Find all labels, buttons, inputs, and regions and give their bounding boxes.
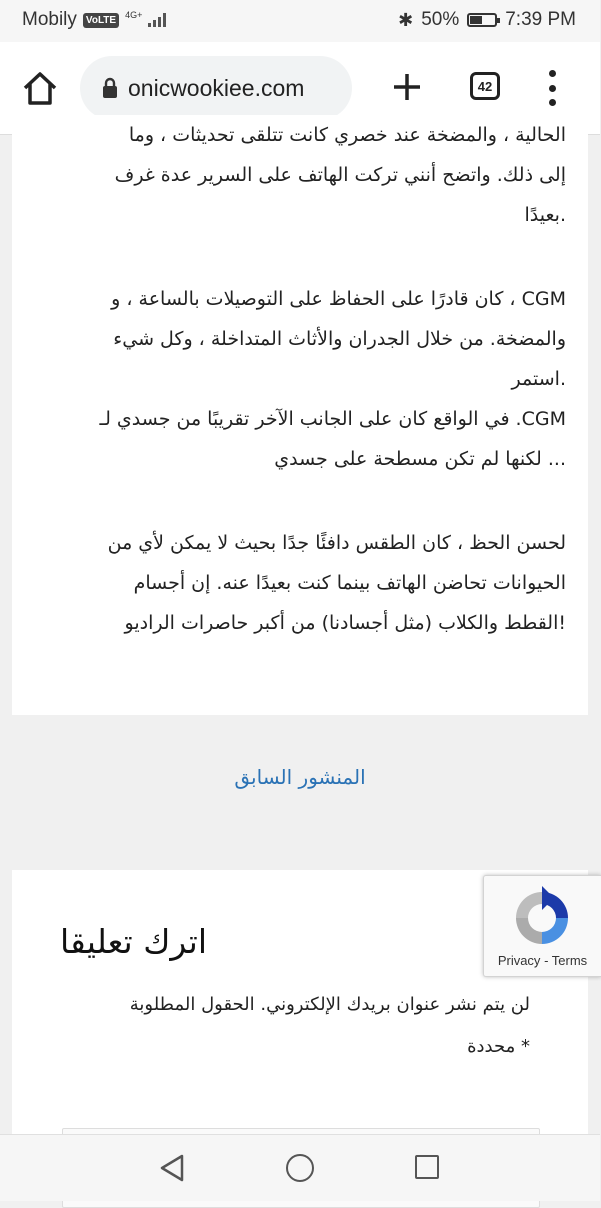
back-icon[interactable]	[158, 1153, 186, 1183]
page-content	[0, 124, 600, 1135]
paragraph	[34, 523, 566, 643]
status-left	[22, 9, 166, 31]
line: الحالية ، والمضخة عند خصري كانت تتلقى تحديثات ، وما	[128, 124, 566, 146]
terms-link[interactable]: Terms	[551, 953, 588, 968]
network-type: 4G+	[125, 10, 143, 20]
recaptcha-links	[484, 953, 601, 968]
address-bar[interactable]	[80, 56, 352, 120]
line: ... لكنها لم تكن مسطحة على جسدي	[274, 448, 566, 470]
recent-apps-icon[interactable]	[415, 1155, 439, 1179]
system-nav-bar	[0, 1134, 600, 1201]
line: والمضخة. من خلال الجدران والأثاث المتداخلة ، وكل شيء	[113, 328, 566, 350]
line: CGM ، كان قادرًا على الحفاظ على التوصيلات بالساعة ، و	[111, 288, 566, 310]
line: .استمر	[511, 368, 566, 390]
home-nav-icon[interactable]	[286, 1154, 314, 1182]
tab-count: 42	[477, 78, 493, 94]
new-tab-icon[interactable]	[390, 70, 424, 104]
clock: 7:39 PM	[505, 9, 576, 30]
battery-fill	[470, 16, 482, 24]
line: لحسن الحظ ، كان الطقس دافئًا جدًا بحيث لا يمكن لأي من	[107, 532, 566, 554]
status-bar	[0, 0, 600, 42]
comment-heading: اترك تعليقا	[60, 922, 207, 961]
battery-icon	[467, 13, 497, 27]
article-card	[12, 115, 588, 715]
line: !القطط والكلاب (مثل أجسادنا) من أكبر حاصرات الراديو	[124, 612, 566, 634]
line: إلى ذلك. واتضح أنني تركت الهاتف على السرير عدة غرف	[114, 164, 566, 186]
previous-post-link[interactable]: المنشور السابق	[234, 765, 366, 789]
volte-icon: VoLTE	[83, 13, 119, 28]
url-text[interactable]: onicwookiee.com	[128, 74, 305, 101]
lock-icon	[102, 77, 118, 99]
line: الحيوانات تحاضن الهاتف بينما كنت بعيدًا عنه. إن أجسام	[133, 572, 566, 594]
recaptcha-icon	[510, 886, 574, 950]
link-separator: -	[544, 953, 549, 968]
tab-switcher-button[interactable]	[470, 72, 500, 100]
comment-note	[60, 984, 530, 1068]
bluetooth-icon: ✱	[398, 9, 414, 30]
note-line: * محددة	[467, 1036, 530, 1057]
note-line: لن يتم نشر عنوان بريدك الإلكتروني. الحقول المطلوبة	[129, 994, 530, 1015]
battery-percent: 50%	[421, 9, 460, 30]
overflow-menu-icon[interactable]	[545, 70, 559, 106]
home-icon[interactable]	[20, 68, 60, 108]
status-right	[398, 9, 576, 31]
signal-icon	[148, 13, 166, 27]
privacy-link[interactable]: Privacy	[497, 953, 541, 968]
recaptcha-badge[interactable]	[483, 875, 601, 977]
paragraph	[34, 279, 566, 479]
line: CGM. في الواقع كان على الجانب الآخر تقريبًا من جسدي لـ	[99, 408, 566, 430]
paragraph	[34, 115, 566, 235]
carrier-name: Mobily	[22, 9, 77, 30]
article-body	[34, 115, 566, 643]
line: .بعيدًا	[524, 204, 566, 226]
